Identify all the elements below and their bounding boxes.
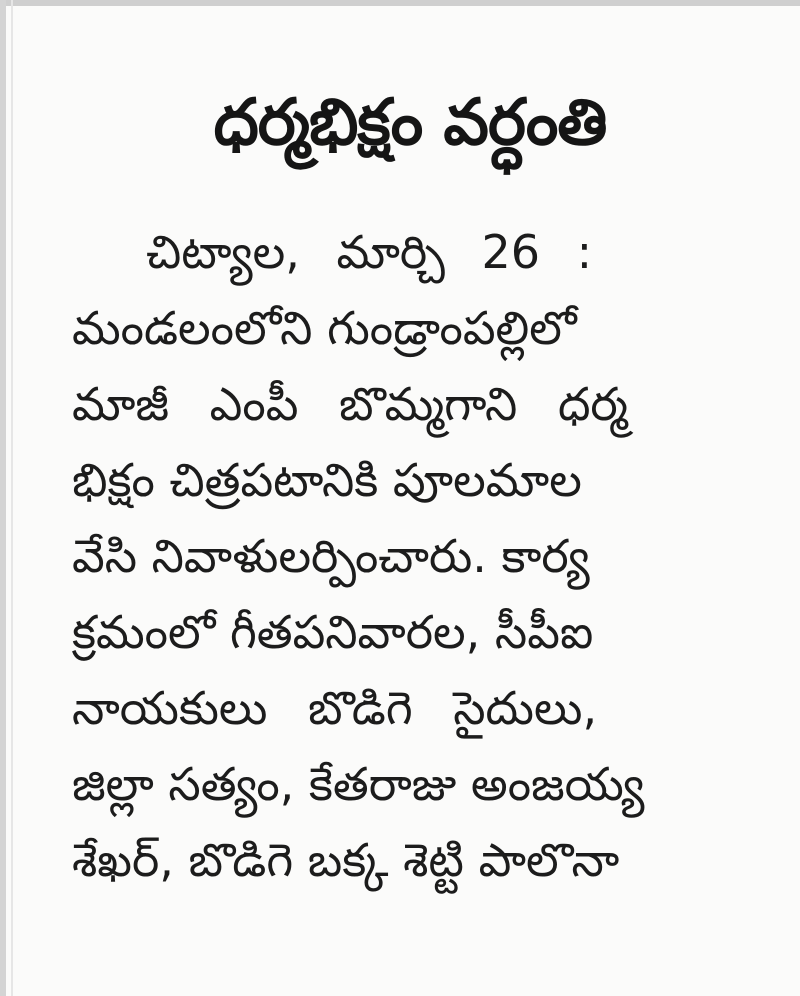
body-line-7: నాయకులు బొడిగె సైదులు, bbox=[72, 681, 598, 735]
clipping-top-edge bbox=[0, 0, 800, 6]
article-headline: ధర్మభిక్షం వర్ధంతి bbox=[213, 86, 607, 160]
clipping-left-edge bbox=[0, 0, 6, 996]
column-rule bbox=[11, 0, 13, 996]
body-line-5: వేసి నివాళులర్పించారు. కార్య bbox=[72, 529, 590, 583]
body-line-3: మాజీ ఎంపీ బొమ్మగాని ధర్మ bbox=[72, 377, 628, 431]
body-line-9: శేఖర్, బొడిగె బక్క శెట్టి పాలొనా bbox=[72, 833, 620, 887]
body-line-6: క్రమంలో గీతపనివారల, సీపీఐ bbox=[72, 605, 594, 659]
dateline: చిట్యాల, మార్చి 26 : bbox=[146, 225, 593, 279]
body-line-2: మండలంలోని గుండ్రాంపల్లిలో bbox=[72, 301, 577, 355]
article-body bbox=[72, 214, 800, 898]
body-line-4: భిక్షం చిత్రపటానికి పూలమాల bbox=[72, 453, 582, 507]
body-line-8: జిల్లా సత్యం, కేతరాజు అంజయ్య bbox=[72, 757, 645, 811]
